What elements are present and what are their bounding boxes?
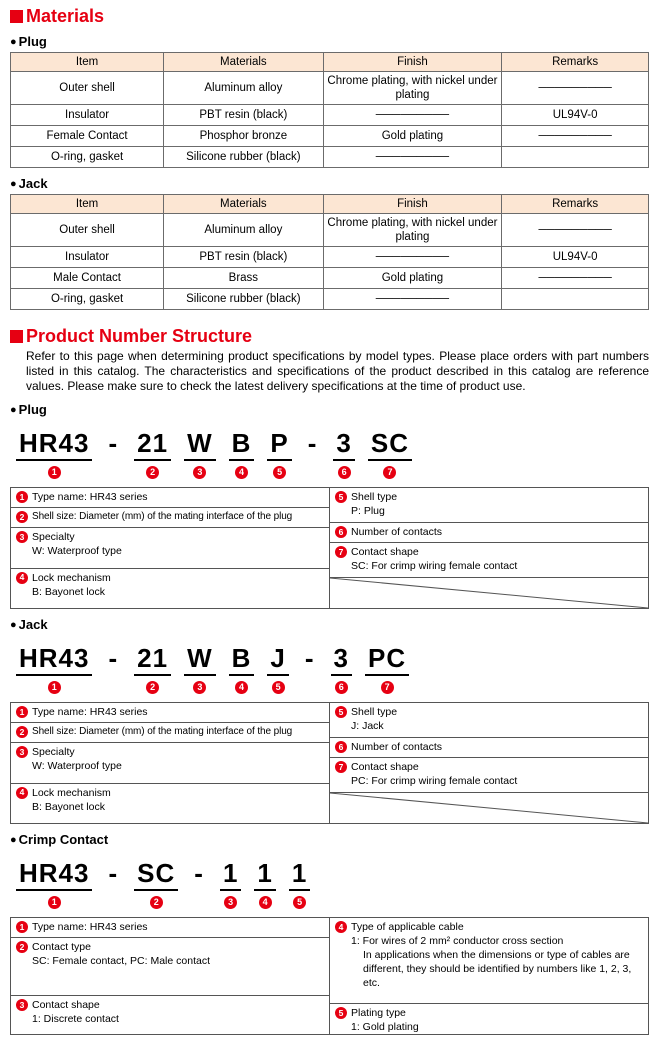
table-row — [11, 72, 649, 105]
col-header-item: Item — [11, 195, 164, 214]
code-text: 1 — [289, 859, 310, 891]
number-badge: 7 — [335, 761, 347, 773]
spec-text: Number of contacts — [351, 741, 443, 753]
spec-item — [330, 758, 648, 793]
cell-item: O-ring, gasket — [11, 147, 164, 168]
section-title-text: Materials — [26, 6, 105, 26]
empty-cell-diagonal — [330, 578, 648, 608]
spec-text: P: Plug — [351, 505, 385, 517]
code-segment — [365, 644, 409, 694]
spec-text: Number of contacts — [351, 526, 443, 538]
number-badge: 3 — [16, 999, 28, 1011]
number-badge: 2 — [150, 896, 163, 909]
bullet-icon: ● — [10, 833, 17, 846]
spec-text: 1: Gold plating — [351, 1021, 419, 1033]
cell-material: PBT resin (black) — [164, 247, 324, 268]
number-badge: 1 — [16, 706, 28, 718]
spec-item — [11, 938, 329, 996]
section-marker-icon — [10, 330, 23, 343]
code-segment — [331, 644, 352, 694]
spec-text: B: Bayonet lock — [32, 585, 105, 598]
code-hyphen — [191, 859, 207, 887]
col-header-materials: Materials — [164, 53, 324, 72]
table-row — [11, 247, 649, 268]
number-badge: 4 — [235, 466, 248, 479]
cell-material: Brass — [164, 268, 324, 289]
cell-finish: ───────── — [323, 147, 502, 168]
section-marker-icon — [10, 10, 23, 23]
spec-text: J: Jack — [351, 720, 384, 732]
spec-item — [330, 1004, 648, 1034]
spec-item — [11, 918, 329, 938]
spec-text: Contact shape — [351, 546, 419, 558]
cell-remarks: ───────── — [502, 72, 649, 105]
jack-structure-table — [10, 702, 649, 824]
number-badge: 2 — [16, 941, 28, 953]
cell-material: Aluminum alloy — [164, 72, 324, 105]
cell-remarks — [502, 289, 649, 310]
materials-section-title — [10, 6, 649, 26]
cell-finish: ───────── — [323, 247, 502, 268]
jack-part-number — [16, 644, 649, 694]
number-badge: 4 — [335, 921, 347, 933]
code-segment — [16, 859, 92, 909]
code-segment — [368, 429, 412, 479]
bullet-icon: ● — [10, 35, 17, 48]
header-row — [11, 195, 649, 214]
cell-material: PBT resin (black) — [164, 105, 324, 126]
number-badge: 6 — [338, 466, 351, 479]
code-text: P — [267, 429, 291, 461]
spec-text: Type name: HR43 series — [32, 706, 148, 718]
cell-remarks — [502, 147, 649, 168]
spec-text: In applications when the dimensions or type of cables are different, they should be identified by numbers like 1, 2, 3, etc. — [363, 949, 632, 989]
section-title-text: Product Number Structure — [26, 326, 253, 346]
number-badge: 2 — [146, 681, 159, 694]
number-badge: 5 — [273, 466, 286, 479]
code-segment — [134, 859, 178, 909]
cell-remarks: ───────── — [502, 126, 649, 147]
spec-text: Contact shape — [32, 999, 100, 1011]
code-text: SC — [368, 429, 412, 461]
spec-item — [11, 743, 329, 784]
code-text: HR43 — [16, 859, 92, 891]
col-header-remarks: Remarks — [502, 195, 649, 214]
sub-label-text: Crimp Contact — [18, 832, 109, 847]
code-text: SC — [134, 859, 178, 891]
col-header-finish: Finish — [323, 195, 502, 214]
diagonal-line — [330, 793, 648, 823]
cell-item: Female Contact — [11, 126, 164, 147]
spec-text: Type name: HR43 series — [32, 921, 148, 933]
plug-materials-label — [10, 34, 649, 49]
number-badge: 3 — [16, 531, 28, 543]
number-badge: 7 — [383, 466, 396, 479]
header-row — [11, 53, 649, 72]
spec-text: Contact type — [32, 941, 91, 953]
table-row — [11, 126, 649, 147]
cell-finish: Gold plating — [323, 268, 502, 289]
spec-item — [11, 784, 329, 824]
code-hyphen — [302, 644, 318, 672]
cell-remarks: UL94V-0 — [502, 247, 649, 268]
spec-right-column — [330, 703, 648, 823]
code-segment — [134, 429, 171, 479]
code-text: - — [304, 643, 315, 673]
sub-label-text: Plug — [18, 402, 47, 417]
spec-right-column — [330, 488, 648, 608]
spec-text: W: Waterproof type — [32, 545, 122, 557]
number-badge: 1 — [16, 921, 28, 933]
spec-item — [11, 528, 329, 569]
cell-finish: Chrome plating, with nickel under plating — [323, 214, 502, 247]
spec-text: 1: For wires of 2 mm² conductor cross section — [351, 935, 564, 947]
bullet-icon: ● — [10, 177, 17, 190]
code-text: PC — [365, 644, 409, 676]
code-segment — [267, 644, 288, 694]
number-badge: 7 — [335, 546, 347, 558]
code-text: 21 — [134, 644, 171, 676]
code-text: - — [307, 428, 318, 458]
number-badge: 5 — [272, 681, 285, 694]
code-text: - — [108, 643, 119, 673]
cell-finish: Chrome plating, with nickel under plating — [323, 72, 502, 105]
cell-material: Silicone rubber (black) — [164, 147, 324, 168]
col-header-materials: Materials — [164, 195, 324, 214]
jack-materials-label — [10, 176, 649, 191]
code-segment — [184, 429, 216, 479]
number-badge: 4 — [16, 572, 28, 584]
cell-item: Outer shell — [11, 72, 164, 105]
spec-text: SC: For crimp wiring female contact — [351, 560, 518, 572]
spec-item — [330, 523, 648, 543]
cell-material: Aluminum alloy — [164, 214, 324, 247]
jack-materials-table — [10, 194, 649, 310]
spec-text: Specialty — [32, 746, 75, 758]
code-text: 1 — [254, 859, 275, 891]
number-badge: 2 — [16, 726, 28, 738]
cell-item: Insulator — [11, 105, 164, 126]
spec-text: SC: Female contact, PC: Male contact — [32, 955, 210, 967]
plug-materials-table — [10, 52, 649, 168]
number-badge: 5 — [335, 706, 347, 718]
cell-item: O-ring, gasket — [11, 289, 164, 310]
code-hyphen — [105, 644, 121, 672]
number-badge: 4 — [259, 896, 272, 909]
jack-structure-label — [10, 617, 649, 632]
code-text: HR43 — [16, 429, 92, 461]
code-text: W — [184, 644, 216, 676]
sub-label-text: Jack — [18, 617, 48, 632]
cell-finish: ───────── — [323, 289, 502, 310]
code-segment — [16, 644, 92, 694]
number-badge: 3 — [16, 746, 28, 758]
plug-structure-table — [10, 487, 649, 609]
code-segment — [229, 644, 255, 694]
table-row — [11, 147, 649, 168]
code-text: J — [267, 644, 288, 676]
sub-label-text: Jack — [18, 176, 48, 191]
number-badge: 5 — [335, 1007, 347, 1019]
number-badge: 6 — [335, 681, 348, 694]
number-badge: 1 — [48, 466, 61, 479]
code-segment — [220, 859, 241, 909]
table-row — [11, 105, 649, 126]
spec-item — [11, 569, 329, 609]
spec-item — [11, 508, 329, 528]
code-text: - — [108, 858, 119, 888]
crimp-part-number — [16, 859, 649, 909]
code-segment — [267, 429, 291, 479]
spec-text: Plating type — [351, 1007, 406, 1019]
spec-item — [11, 488, 329, 508]
pns-intro-paragraph: Refer to this page when determining product specifications by model types. Please place orders with part numbers listed in this catalog. The characteristics and specifications of the product described in this catalog are reference values. Please make sure to check the latest delivery specifications at the time of product use. — [26, 349, 649, 393]
plug-structure-label — [10, 402, 649, 417]
cell-material: Silicone rubber (black) — [164, 289, 324, 310]
cell-item: Male Contact — [11, 268, 164, 289]
code-text: 21 — [134, 429, 171, 461]
spec-text: Lock mechanism — [32, 786, 111, 799]
code-hyphen — [305, 429, 321, 457]
spec-item — [11, 703, 329, 723]
spec-text: Shell size: Diameter (mm) of the mating interface of the plug — [32, 511, 293, 522]
spec-left-column — [11, 488, 330, 608]
code-segment — [254, 859, 275, 909]
cell-finish: ───────── — [323, 105, 502, 126]
code-segment — [16, 429, 92, 479]
diagonal-line — [330, 578, 648, 608]
cell-finish: Gold plating — [323, 126, 502, 147]
cell-remarks: ───────── — [502, 268, 649, 289]
spec-text: Specialty — [32, 531, 75, 543]
spec-text: Shell type — [351, 706, 398, 718]
number-badge: 3 — [193, 681, 206, 694]
empty-cell-diagonal — [330, 793, 648, 823]
number-badge: 5 — [293, 896, 306, 909]
code-text: W — [184, 429, 216, 461]
spec-item — [330, 918, 648, 1004]
code-segment — [184, 644, 216, 694]
spec-text: Shell type — [351, 491, 398, 503]
code-segment — [229, 429, 255, 479]
number-badge: 6 — [335, 526, 347, 538]
number-badge: 2 — [146, 466, 159, 479]
cell-item: Outer shell — [11, 214, 164, 247]
cell-item: Insulator — [11, 247, 164, 268]
spec-text: PC: For crimp wiring female contact — [351, 775, 518, 787]
code-hyphen — [105, 429, 121, 457]
number-badge: 4 — [16, 787, 28, 799]
number-badge: 2 — [16, 511, 28, 523]
number-badge: 1 — [48, 896, 61, 909]
spec-text: Contact shape — [351, 761, 419, 773]
spec-text: Shell size: Diameter (mm) of the mating interface of the plug — [32, 726, 293, 737]
spec-item — [330, 703, 648, 738]
number-badge: 7 — [381, 681, 394, 694]
spec-left-column — [11, 703, 330, 823]
code-text: - — [108, 428, 119, 458]
pns-section-title — [10, 326, 649, 346]
number-badge: 1 — [16, 491, 28, 503]
cell-remarks: UL94V-0 — [502, 105, 649, 126]
number-badge: 3 — [224, 896, 237, 909]
code-text: B — [229, 429, 255, 461]
number-badge: 5 — [335, 491, 347, 503]
code-text: 1 — [220, 859, 241, 891]
plug-part-number — [16, 429, 649, 479]
bullet-icon: ● — [10, 618, 17, 631]
number-badge: 1 — [48, 681, 61, 694]
spec-item — [330, 738, 648, 758]
spec-item — [11, 996, 329, 1034]
spec-item — [330, 543, 648, 578]
bullet-icon: ● — [10, 403, 17, 416]
crimp-structure-label — [10, 832, 649, 847]
table-row — [11, 268, 649, 289]
number-badge: 4 — [235, 681, 248, 694]
crimp-structure-table — [10, 917, 649, 1035]
code-text: - — [194, 858, 204, 888]
cell-remarks: ───────── — [502, 214, 649, 247]
col-header-item: Item — [11, 53, 164, 72]
code-text: HR43 — [16, 644, 92, 676]
spec-item — [330, 488, 648, 523]
code-segment — [289, 859, 310, 909]
spec-text: Type of applicable cable — [351, 921, 464, 933]
number-badge: 3 — [193, 466, 206, 479]
code-segment — [134, 644, 171, 694]
code-text: 3 — [331, 644, 352, 676]
code-text: B — [229, 644, 255, 676]
spec-text: W: Waterproof type — [32, 760, 122, 772]
spec-text: 1: Discrete contact — [32, 1013, 119, 1025]
code-text: 3 — [333, 429, 354, 461]
cell-material: Phosphor bronze — [164, 126, 324, 147]
sub-label-text: Plug — [18, 34, 47, 49]
spec-item — [11, 723, 329, 743]
code-segment — [333, 429, 354, 479]
code-hyphen — [105, 859, 121, 887]
spec-text: Lock mechanism — [32, 571, 111, 584]
spec-text: B: Bayonet lock — [32, 800, 105, 813]
spec-text: Type name: HR43 series — [32, 491, 148, 503]
spec-right-column — [330, 918, 648, 1034]
spec-left-column — [11, 918, 330, 1034]
table-row — [11, 214, 649, 247]
col-header-remarks: Remarks — [502, 53, 649, 72]
col-header-finish: Finish — [323, 53, 502, 72]
table-row — [11, 289, 649, 310]
number-badge: 6 — [335, 741, 347, 753]
